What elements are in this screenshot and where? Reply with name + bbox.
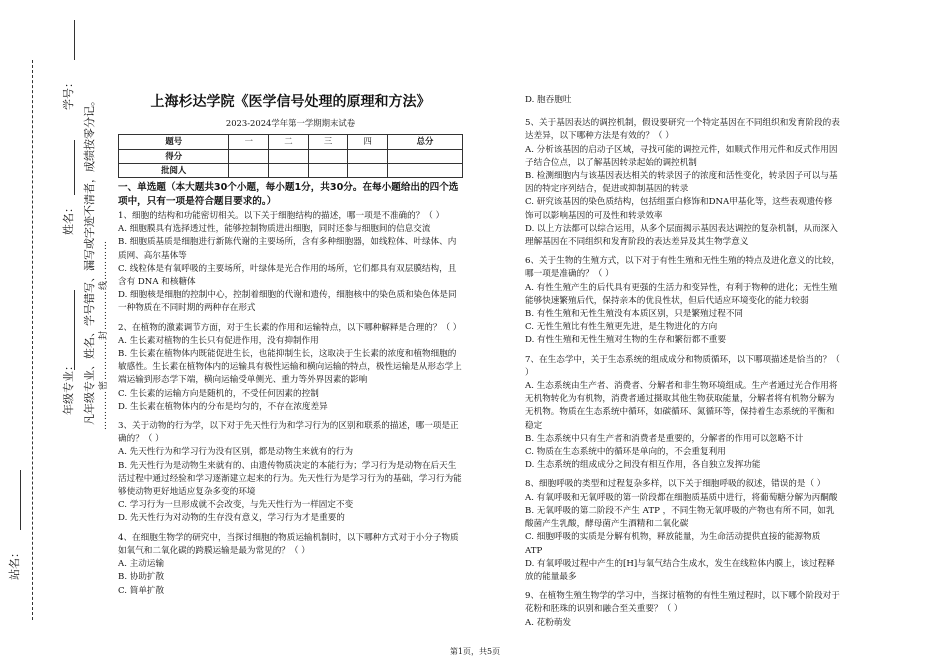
question-block	[525, 255, 840, 347]
score-cell	[269, 163, 309, 177]
score-header-cell: 二	[269, 135, 309, 149]
question-option: A. 生态系统由生产者、消费者、分解者和非生物环境组成。生产者通过光合作用将无机物转化为有机物，消费者通过摄取其他生物获取能量，分解者将有机物分解为无机物。物质在生态系统中循环，如碳循环、氮循环等，保持着生态系统的平衡和稳定	[525, 381, 838, 431]
question-option: B. 无氧呼吸的第二阶段不产生 ATP ，不同生物无氧呼吸的产物也有所不同，如乳酸菌产生乳酸，酵母菌产生酒精和二氧化碳	[525, 505, 835, 530]
question-stem: 1、细胞的结构和功能密切相关。以下关于细胞结构的描述，哪一项是不准确的？（ ）	[118, 211, 445, 222]
page-title: 上海杉达学院《医学信号处理的原理和方法》	[150, 94, 431, 110]
score-cell	[269, 149, 309, 163]
question-stem: 5、关于基因表达的调控机制，假设要研究一个特定基因在不同组织和发育阶段的表达差异，以下哪种方法是有效的？（ ）	[525, 118, 840, 142]
question-option: C. 线粒体是有氧呼吸的主要场所，叶绿体是光合作用的场所，它们都具有双层膜结构，且含有 DNA 和核糖体	[118, 263, 457, 288]
section-heading: 一、单选题（本大题共30个小题，每小题1分，共30分。在每小题给出的四个选项中，只有一项是符合题目要求的。）	[118, 182, 459, 208]
question-option: D. 生长素在植物体内的分布是均匀的，不存在浓度差异	[118, 401, 328, 412]
score-header-cell: 一	[229, 135, 269, 149]
score-table-header-row	[119, 135, 463, 149]
question-block	[525, 354, 840, 473]
question-stem: 6、关于生物的生殖方式，以下对于有性生殖和无性生殖的特点及进化意义的比较，哪一项是准确的？（ ）	[525, 256, 840, 280]
question-option: A. 花粉萌发	[525, 617, 572, 628]
question-option: C. 无性生殖比有性生殖更先进，是生物进化的方向	[525, 322, 718, 333]
question-option: D. 生态系统的组成成分之间没有相互作用，各自独立发挥功能	[525, 460, 761, 471]
question-block	[118, 420, 463, 526]
binding-major-underline	[74, 290, 75, 370]
question-option: B. 先天性行为是动物生来就有的、由遗传物质决定的本能行为；学习行为是动物在后天生活过程中通过经验和学习逐渐建立起来的行为。先天性行为是学习行为的基础，学习行为能够使动物更好地适应复杂多变的环境	[118, 460, 462, 498]
question-option: D. 有氧呼吸过程中产生的[H]与氧气结合生成水，发生在线粒体内膜上，该过程释放的能量最多	[525, 558, 835, 582]
score-header-cell: 四	[348, 135, 388, 149]
question-option: A. 分析该基因的启动子区域，寻找可能的调控元件，如顺式作用元件和反式作用因子结合位点，以了解基因转录起始的调控机制	[525, 144, 838, 168]
question-block	[525, 590, 840, 630]
question-stem: 7、在生态学中，关于生态系统的组成成分和物质循环，以下哪项描述是恰当的？（ ）	[525, 354, 840, 378]
question-option: A. 有性生殖产生的后代具有更强的生活力和变异性，有利于物种的进化；无性生殖能够快速繁殖后代，保持亲本的优良性状，但后代适应环境变化的能力较弱	[525, 282, 838, 306]
question-option: C. 物质在生态系统中的循环是单向的，不会重复利用	[525, 447, 726, 458]
question-stem: 4、在细胞生物学的研究中，当探讨细胞的物质运输机制时，以下哪种方式对于小分子物质如氧气和二氧化碳的跨膜运输是最为常见的？（ ）	[118, 532, 459, 556]
score-cell	[308, 163, 348, 177]
question-option: A. 主动运输	[118, 559, 165, 570]
question-option: C. 学习行为一旦形成就不会改变，与先天性行为一样固定不变	[118, 500, 354, 511]
question-stem: 3、关于动物的行为学，以下对于先天性行为和学习行为的区别和联系的描述，哪一项是正确的？（ ）	[118, 421, 459, 445]
score-header-cell: 三	[308, 135, 348, 149]
left-column	[118, 96, 463, 598]
question-option: C. 研究该基因的染色质结构，包括组蛋白修饰和DNA甲基化等，这些表观遗传修饰可以影响基因的可及性和转录效率	[525, 197, 833, 221]
score-table	[118, 134, 463, 178]
binding-notice-text: 凡年级专业、姓名、学号错写、漏写或字迹不清者，成绩按零分记。	[83, 95, 96, 425]
question-option: C. 生长素的运输方向是随机的，不受任何因素的控制	[118, 388, 319, 399]
question-option: C. 简单扩散	[118, 585, 165, 596]
question-option: A. 细胞膜具有选择透过性，能够控制物质进出细胞，同时还参与细胞间的信息交流	[118, 224, 431, 235]
score-cell	[348, 149, 388, 163]
binding-major-label: 年级专业：	[62, 360, 75, 415]
question-option: C. 细胞呼吸的实质是分解有机物，释放能量，为生命活动提供直接的能源物质 ATP	[525, 532, 821, 556]
question-block	[118, 210, 463, 316]
score-row-label: 得分	[119, 149, 229, 163]
binding-name-label: 姓名：	[62, 202, 75, 235]
binding-student-id-label: 学号：	[62, 77, 75, 110]
question-option: B. 生长素在植物体内既能促进生长，也能抑制生长，这取决于生长素的浓度和植物细胞的敏感性。生长素在植物体内的运输具有极性运输和横向运输的特点，极性运输是从形态学上端运输到形态学下端，横向运输受单侧光、重力等外界因素的影响	[118, 349, 462, 386]
score-cell	[229, 163, 269, 177]
score-cell	[308, 149, 348, 163]
binding-cut-line	[32, 60, 33, 620]
binding-center-label: 站名：	[8, 547, 21, 580]
score-cell	[229, 149, 269, 163]
question-stem: 9、在植物生殖生物学的学习中，当探讨植物的有性生殖过程时，以下哪个阶段对于花粉和胚珠的识别和融合至关重要？（ ）	[525, 591, 840, 615]
score-table-score-row	[119, 149, 463, 163]
question-option: A. 有氧呼吸和无氧呼吸的第一阶段都在细胞质基质中进行，将葡萄糖分解为丙酮酸	[525, 492, 838, 503]
question-option: B. 协助扩散	[118, 572, 165, 583]
question-option: D. 胞吞胞吐	[525, 95, 572, 105]
question-option: D. 有性生殖和无性生殖对生物的生存和繁衍都不重要	[525, 335, 727, 346]
question-block	[118, 532, 463, 598]
grader-row-label: 批阅人	[119, 163, 229, 177]
score-cell	[387, 163, 462, 177]
page-subtitle: 2023-2024学年第一学期期末试卷	[225, 118, 356, 129]
question-stem: 2、在植物的激素调节方面，对于生长素的作用和运输特点，以下哪种解释是合理的？（ ）	[118, 322, 462, 333]
binding-seal-line: …………密…………封…………线…………	[99, 239, 109, 430]
question-option: D. 以上方法都可以综合运用，从多个层面揭示基因表达调控的复杂机制，从而深入理解基因在不同组织和发育阶段的表达差异及其生物学意义	[525, 223, 838, 248]
binding-name-underline	[74, 140, 75, 195]
score-header-cell: 总分	[387, 135, 462, 149]
page-number: 第1页，共5页	[449, 647, 501, 656]
binding-center-underline	[20, 470, 21, 530]
question-option: B. 细胞质基质是细胞进行新陈代谢的主要场所，含有多种细胞器，如线粒体、叶绿体、内质网、高尔基体等	[118, 237, 457, 261]
score-table-grader-row	[119, 163, 463, 177]
question-option: B. 有性生殖和无性生殖没有本质区别，只是繁殖过程不同	[525, 309, 744, 320]
question-block	[118, 322, 463, 414]
question-block	[525, 478, 840, 584]
binding-strip	[0, 0, 112, 672]
score-cell	[387, 149, 462, 163]
question-block	[525, 117, 840, 249]
score-cell	[348, 163, 388, 177]
question-stem: 8、细胞呼吸的类型和过程复杂多样，以下关于细胞呼吸的叙述，错误的是（ ）	[525, 479, 826, 490]
question-option: D. 细胞核是细胞的控制中心，控制着细胞的代谢和遗传，细胞核中的染色质和染色体是同一种物质在不同时期的两种存在形式	[118, 290, 457, 314]
question-option: D. 先天性行为对动物的生存没有意义，学习行为才是重要的	[118, 513, 345, 524]
right-column	[525, 94, 840, 630]
question-option: B. 生态系统中只有生产者和消费者是重要的，分解者的作用可以忽略不计	[525, 433, 804, 444]
question-option: A. 生长素对植物的生长只有促进作用，没有抑制作用	[118, 335, 319, 346]
question-option: A. 先天性行为和学习行为没有区别，都是动物生来就有的行为	[118, 447, 354, 458]
score-header-cell: 题号	[119, 135, 229, 149]
binding-student-id-underline	[74, 20, 75, 60]
question-option: B. 检测细胞内与该基因表达相关的转录因子的浓度和活性变化，转录因子可以与基因的特定序列结合，促进或抑制基因的转录	[525, 171, 838, 195]
